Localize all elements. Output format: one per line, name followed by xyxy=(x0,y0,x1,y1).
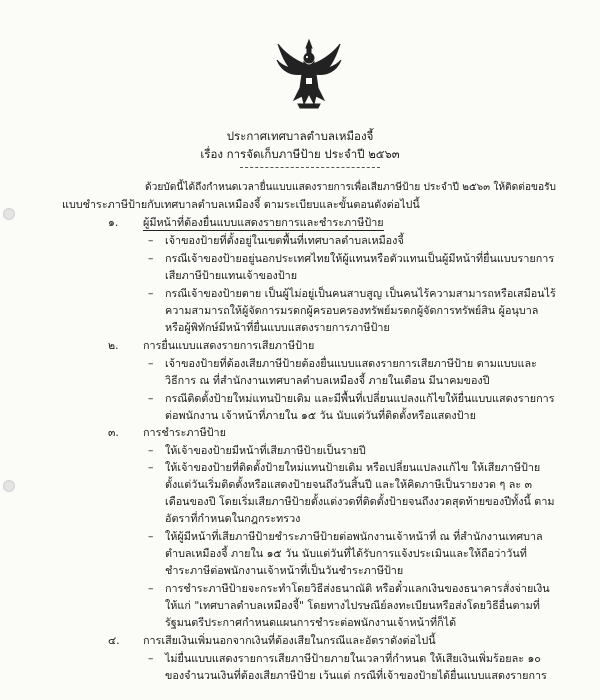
section-heading: ผู้มีหน้าที่ต้องยื่นแบบแสดงรายการและชำระภาษีป้าย xyxy=(143,216,384,229)
bullet-dash: – xyxy=(148,582,154,595)
bullet-dash: – xyxy=(148,252,154,265)
section-heading: การชำระภาษีป้าย xyxy=(143,426,226,439)
section-number: ๔. xyxy=(108,634,120,647)
intro-line: แบบชำระภาษีป้ายกับเทศบาลตำบลเหมืองจี้ ตามระเบียบและขั้นตอนดังต่อไปนี้ xyxy=(62,198,420,211)
list-item-line: ให้เจ้าของป้ายมีหน้าที่เสียภาษีป้ายเป็นรายปี xyxy=(165,444,366,457)
list-item-line: ตำบลเหมืองจี้ ภายใน ๑๕ วัน นับแต่วันที่ได้รับการแจ้งประเมินและให้ถือว่าวันที่ xyxy=(165,547,527,560)
list-item-line: การชำระภาษีป้ายจะกระทำโดยวิธีส่งธนาณัติ หรือตั๋วแลกเงินของธนาคารสั่งจ่ายเงิน xyxy=(165,582,550,595)
title-divider xyxy=(240,167,380,168)
list-item-line: ให้เจ้าของป้ายที่ติดตั้งป้ายใหม่แทนป้ายเดิม หรือเปลี่ยนแปลงแก้ไข ให้เสียภาษีป้าย xyxy=(165,461,541,474)
section-number: ๓. xyxy=(108,426,119,439)
list-item-line: กรณีติดตั้งป้ายใหม่แทนป้ายเดิม และมีพื้นที่เปลี่ยนแปลงแก้ไขให้ยื่นแบบแสดงรายการ xyxy=(165,392,555,405)
list-item-line: ต่อพนักงาน เจ้าหน้าที่ภายใน ๑๕ วัน นับแต่วันที่ติดตั้งหรือแสดงป้าย xyxy=(165,409,476,422)
garuda-emblem-icon xyxy=(276,38,342,112)
list-item-line: ตั้งแต่วันเริ่มติดตั้งหรือแสดงป้ายจนถึงวันสิ้นปี และให้คิดภาษีเป็นรายงวด ๆ ละ ๓ xyxy=(165,478,532,491)
list-item-line: กรณีเจ้าของป้ายอยู่นอกประเทศไทยให้ผู้แทนหรือตัวแทนเป็นผู้มีหน้าที่ยื่นแบบรายการ xyxy=(165,252,555,265)
announcement-title: ประกาศเทศบาลตำบลเหมืองจี้ xyxy=(226,129,374,143)
list-item-line: เจ้าของป้ายที่ตั้งอยู่ในเขตพื้นที่เทศบาลตำบลเหมืองจี้ xyxy=(165,234,404,247)
intro-line: ด้วยบัดนี้ได้ถึงกำหนดเวลายื่นแบบแสดงรายการเพื่อเสียภาษีป้าย ประจำปี ๒๕๖๓ ให้ติดต่อขอรับ xyxy=(145,182,557,193)
announcement-subject: เรื่อง การจัดเก็บภาษีป้าย ประจำปี ๒๕๖๓ xyxy=(200,147,400,161)
list-item-line: ให้แก่ "เทศบาลตำบลเหมืองจี้" โดยทางไปรษณีย์ลงทะเบียนหรือส่งโดยวิธีอื่นตามที่ xyxy=(165,599,540,612)
list-item-line: หรือผู้พิทักษ์มีหน้าที่ยื่นแบบแสดงรายการภาษีป้าย xyxy=(165,321,390,334)
list-item-line: เจ้าของป้ายที่ต้องเสียภาษีป้ายต้องยื่นแบบแสดงรายการเสียภาษีป้าย ตามแบบและ xyxy=(165,357,537,370)
section-number: ๑. xyxy=(108,216,119,229)
punch-hole xyxy=(3,480,15,492)
list-item-line: เดือนของปี โดยเริ่มเสียภาษีป้ายตั้งแต่งวดที่ติดตั้งป้ายจนถึงงวดสุดท้ายของปีทั้งนี้ ตาม xyxy=(165,495,555,508)
bullet-dash: – xyxy=(148,392,154,405)
list-item-line: ความสามารถให้ผู้จัดการมรดกผู้ครอบครองทรัพย์มรดกผู้จัดการทรัพย์สิน ผู้อนุบาล xyxy=(165,304,539,317)
list-item-line: อัตราที่กำหนดในกฎกระทรวง xyxy=(165,512,301,525)
list-item-line: รัฐมนตรีประกาศกำหนดแผนการชำระต่อพนักงานเจ้าหน้าที่ก็ได้ xyxy=(165,616,457,629)
list-item-line: ชำระภาษีต่อพนักงานเจ้าหน้าที่เป็นวันชำระภาษีป้าย xyxy=(165,564,404,577)
bullet-dash: – xyxy=(148,287,154,300)
list-item-line: ให้ผู้มีหน้าที่เสียภาษีป้ายชำระภาษีป้ายต่อพนักงานเจ้าหน้าที่ ณ ที่สำนักงานเทศบาล xyxy=(165,530,543,543)
bullet-dash: – xyxy=(148,652,154,665)
bullet-dash: – xyxy=(148,357,154,370)
section-number: ๒. xyxy=(108,339,119,352)
punch-hole xyxy=(3,208,15,220)
bullet-dash: – xyxy=(148,461,154,474)
list-item-line: กรณีเจ้าของป้ายตาย เป็นผู้ไม่อยู่เป็นคนสาบสูญ เป็นคนไร้ความสามารถหรือเสมือนไร้ xyxy=(165,287,556,300)
list-item-line: วิธีการ ณ ที่สำนักงานเทศบาลตำบลเหมืองจี้ ภายในเดือน มีนาคมของปี xyxy=(165,374,490,387)
bullet-dash: – xyxy=(148,530,154,543)
bullet-dash: – xyxy=(148,444,154,457)
section-heading: การยื่นแบบแสดงรายการเสียภาษีป้าย xyxy=(143,339,315,352)
list-item-line: เสียภาษีป้ายแทนเจ้าของป้าย xyxy=(165,269,298,282)
bullet-dash: – xyxy=(148,234,154,247)
section-heading: การเสียเงินเพิ่มนอกจากเงินที่ต้องเสียในกรณีและอัตราดังต่อไปนี้ xyxy=(143,634,436,647)
list-item-line: ไม่ยื่นแบบแสดงรายการเสียภาษีป้ายภายในเวลาที่กำหนด ให้เสียเงินเพิ่มร้อยละ ๑๐ xyxy=(165,652,541,665)
list-item-line: ของจำนวนเงินที่ต้องเสียภาษีป้าย เว้นแต่ กรณีที่เจ้าของป้ายได้ยื่นแบบแสดงรายการ xyxy=(165,669,547,682)
